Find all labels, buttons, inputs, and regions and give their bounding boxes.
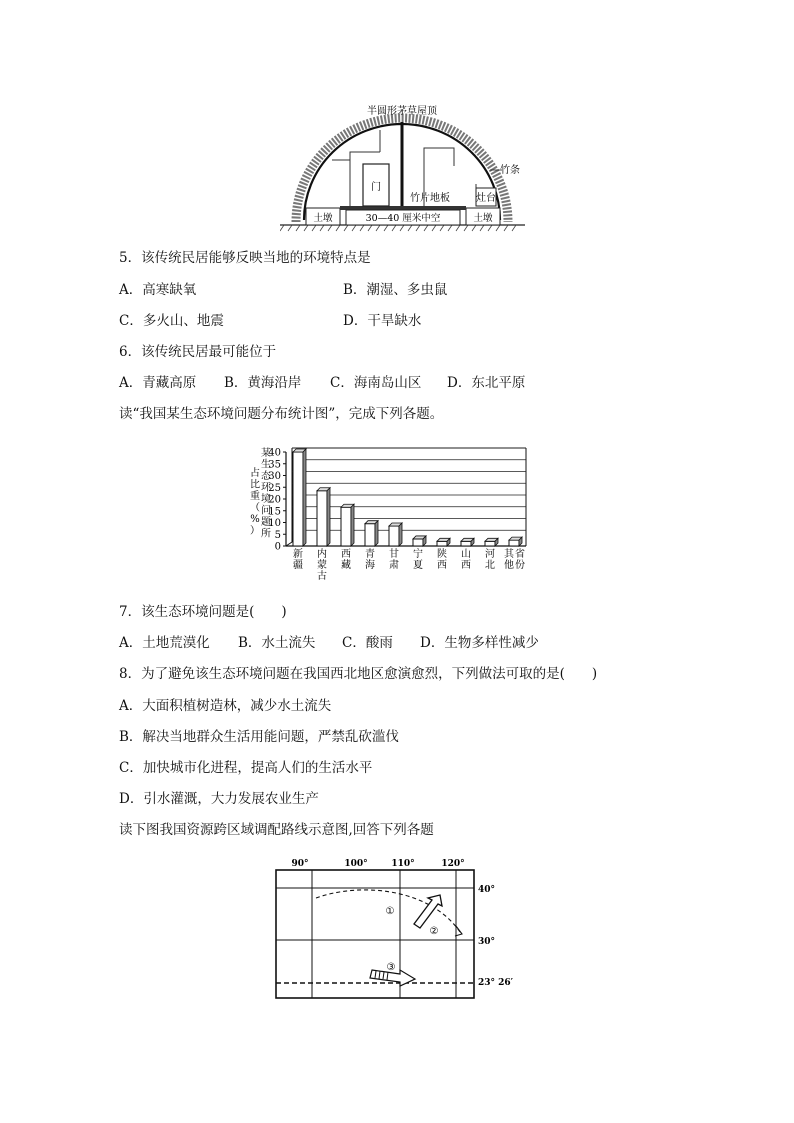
q5-option-d: D．干旱缺水 <box>343 313 422 329</box>
route-2-arrow <box>414 895 442 928</box>
lat-label-30: 30° <box>478 937 496 947</box>
x-tick-label-char: 北 <box>485 560 495 571</box>
y-title-char: 比 <box>250 479 260 491</box>
q6-option-a: A．青藏高原 <box>119 375 197 391</box>
x-tick-label-char: 青 <box>365 549 375 560</box>
lat-label-23: 23° 26′ <box>478 978 514 988</box>
y-title-char: 态 <box>261 471 271 482</box>
hut-diagram <box>280 100 525 238</box>
chart-intro: 读“我国某生态环境问题分布统计图”，完成下列各题。 <box>119 406 444 422</box>
map-intro: 读下图我国资源跨区域调配路线示意图,回答下列各题 <box>119 822 434 838</box>
y-title-char: （ <box>250 502 260 514</box>
y-title-char: ） <box>250 525 260 537</box>
lon-label-100: 100° <box>344 859 368 869</box>
bar-4 <box>389 526 399 546</box>
bamboo-label: 竹条 <box>500 165 520 176</box>
q8-option-b: B．解决当地群众生活用能问题，严禁乱砍滥伐 <box>119 729 399 745</box>
x-tick-label-char: 疆 <box>293 560 303 571</box>
x-tick-label-char: 蒙 <box>317 560 327 571</box>
x-tick-label-char: 宁 <box>413 549 423 560</box>
y-title-char: 所 <box>261 528 271 540</box>
x-tick-label-char: 甘 <box>389 549 399 560</box>
y-tick-label: 35 <box>268 459 281 471</box>
q8-option-a: A．大面积植树造林，减少水土流失 <box>119 698 332 714</box>
bar-3 <box>365 524 375 546</box>
q7-option-a: A．土地荒漠化 <box>119 635 210 651</box>
x-tick-label-char: 西 <box>461 560 471 571</box>
y-tick-label: 0 <box>274 541 281 553</box>
bar-8 <box>485 541 495 546</box>
y-tick-label: 15 <box>268 506 281 518</box>
stove-label: 灶台 <box>476 193 496 204</box>
right-mound-label: 土墩 <box>473 213 493 224</box>
lat-label-40: 40° <box>478 885 496 895</box>
y-title-char: 境 <box>261 494 271 505</box>
y-tick-label: 30 <box>268 471 281 482</box>
y-title-char: 某 <box>261 448 271 459</box>
y-title-char: 占 <box>250 468 260 479</box>
x-tick-label-char: 古 <box>317 571 327 580</box>
lon-label-110: 110° <box>391 859 415 869</box>
x-tick-label-char: 内 <box>317 549 327 560</box>
x-tick-label-char: 藏 <box>341 560 351 571</box>
q5-stem: 5．该传统民居能够反映当地的环境特点是 <box>119 250 371 266</box>
bar-0 <box>293 452 303 546</box>
x-tick-label-char: 西 <box>437 560 447 571</box>
y-title-char: 题 <box>261 517 271 528</box>
x-tick-label-char: 西 <box>341 549 351 560</box>
y-tick-label: 40 <box>268 447 281 459</box>
y-title-char: 生 <box>261 459 271 471</box>
q7-stem: 7．该生态环境问题是( ) <box>119 604 287 620</box>
x-tick-label-char: 夏 <box>413 560 423 571</box>
bar-2 <box>341 507 351 546</box>
door-label: 门 <box>371 182 381 193</box>
lon-label-90: 90° <box>291 859 309 869</box>
y-title-char: 环 <box>261 482 271 494</box>
y-title-char: 重 <box>250 491 260 502</box>
q6-option-c: C．海南岛山区 <box>330 375 422 391</box>
q5-option-b: B．潮湿、多虫鼠 <box>343 282 448 298</box>
bar-1 <box>317 491 327 546</box>
left-mound-label: 土墩 <box>313 213 333 224</box>
bar-side-2 <box>351 504 354 546</box>
bar-side-0 <box>303 449 306 546</box>
bar-5 <box>413 539 423 546</box>
roof-label: 半圆形茅草屋顶 <box>367 106 437 117</box>
q8-option-c: C．加快城市化进程，提高人们的生活水平 <box>119 760 373 776</box>
route-label-2: ② <box>429 926 439 937</box>
q6-option-d: D．东北平原 <box>447 375 526 391</box>
x-tick-label-char: 省 <box>515 549 525 560</box>
route-map <box>270 852 530 1004</box>
bar-7 <box>461 541 471 546</box>
x-tick-label-char: 河 <box>485 549 495 560</box>
q7-option-d: D．生物多样性减少 <box>420 635 539 651</box>
bar-side-1 <box>327 488 330 546</box>
gap-label: 30—40 厘米中空 <box>365 213 441 224</box>
bar-6 <box>437 541 447 546</box>
q5-option-a: A．高寒缺氧 <box>119 282 197 298</box>
route-label-1: ① <box>385 906 395 917</box>
chart-back-wall <box>286 448 292 546</box>
x-tick-label-char: 其 <box>504 549 514 560</box>
bar-side-3 <box>375 521 378 546</box>
x-tick-label-char: 陕 <box>437 549 447 560</box>
floor-label: 竹片地板 <box>410 193 450 204</box>
y-tick-label: 5 <box>274 529 281 541</box>
x-tick-label-char: 山 <box>461 549 471 560</box>
route-label-3: ③ <box>386 962 396 973</box>
y-tick-label: 10 <box>268 518 281 529</box>
y-tick-label: 20 <box>268 494 281 506</box>
lon-label-120: 120° <box>441 859 465 869</box>
q7-option-b: B．水土流失 <box>238 635 316 651</box>
bar-chart <box>250 442 540 580</box>
x-tick-label-char: 份 <box>515 560 525 571</box>
bar-side-4 <box>399 523 402 546</box>
q6-stem: 6．该传统民居最可能位于 <box>119 344 277 360</box>
bar-9 <box>509 540 519 546</box>
x-tick-label-char: 他 <box>504 560 514 571</box>
y-title-char: % <box>250 514 260 525</box>
q7-option-c: C．酸雨 <box>342 635 393 651</box>
q8-option-d: D．引水灌溉，大力发展农业生产 <box>119 791 319 807</box>
q8-stem: 8．为了避免该生态环境问题在我国西北地区愈演愈烈，下列做法可取的是( ) <box>119 666 598 682</box>
x-tick-label-char: 肃 <box>389 560 399 571</box>
x-tick-label-char: 新 <box>293 549 303 560</box>
q5-option-c: C．多火山、地震 <box>119 313 224 329</box>
x-tick-label-char: 海 <box>365 560 375 571</box>
y-title-char: 问 <box>261 505 271 517</box>
q6-option-b: B．黄海沿岸 <box>224 375 302 391</box>
y-tick-label: 25 <box>268 482 281 494</box>
